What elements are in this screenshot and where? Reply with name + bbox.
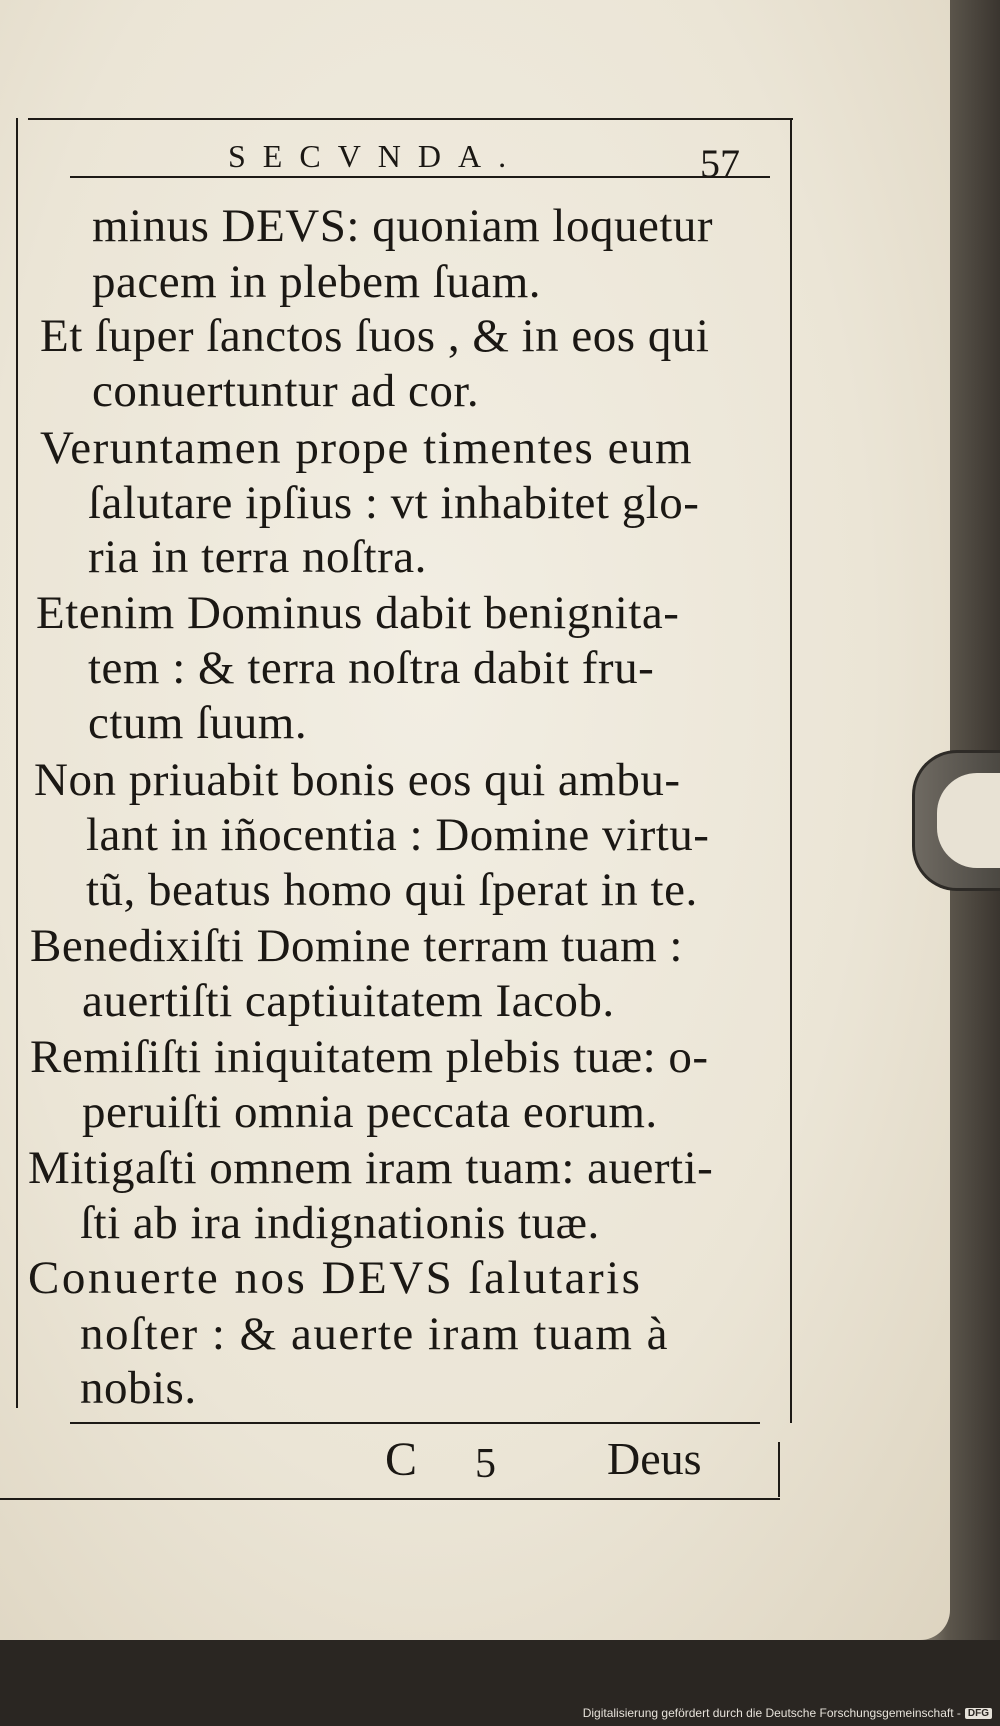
dfg-logo: DFG — [965, 1708, 992, 1719]
credit-text: Digitalisierung gefördert durch die Deutsche Forschungsgemeinschaft - — [582, 1706, 961, 1720]
text-line: Remiſiſti iniquitatem plebis tuæ: o- — [30, 1031, 709, 1083]
text-line: auertiſti captiuitatem Iacob. — [82, 975, 615, 1027]
text-line: ctum ſuum. — [88, 697, 308, 749]
footer-right-tick — [778, 1442, 780, 1497]
signature-mark: C — [385, 1433, 418, 1486]
text-line: tũ, beatus homo qui ſperat in te. — [86, 864, 698, 916]
digitization-credit — [583, 1706, 992, 1720]
text-line: Benedixiſti Domine terram tuam : — [30, 920, 683, 972]
bookmark-inner — [937, 773, 1000, 868]
text-line: Non priuabit bonis eos qui ambu- — [34, 754, 681, 806]
text-line: ſalutare ipſius : vt inhabitet glo- — [88, 477, 700, 529]
header-underline-rule — [70, 176, 770, 178]
text-line: Etenim Dominus dabit benignita- — [36, 587, 680, 639]
bookmark-ribbon — [912, 750, 1000, 891]
frame-left-rule — [16, 118, 18, 1408]
text-line: Veruntamen prope timentes eum — [40, 422, 694, 474]
page-number: 57 — [700, 141, 740, 186]
text-line: noſter : & auerte iram tuam à — [80, 1308, 670, 1360]
footer-bottom-rule — [0, 1498, 780, 1500]
running-header: SECVNDA. — [228, 138, 524, 174]
text-line: nobis. — [80, 1362, 197, 1414]
text-line: conuertuntur ad cor. — [92, 365, 480, 417]
text-line: Conuerte nos DEVS ſalutaris — [28, 1252, 643, 1304]
signature-number: 5 — [475, 1441, 496, 1487]
frame-bottom-rule — [70, 1422, 760, 1424]
frame-right-rule — [790, 118, 792, 1423]
text-line: pacem in plebem ſuam. — [92, 256, 542, 308]
text-line: Et ſuper ſanctos ſuos , & in eos qui — [40, 310, 710, 362]
text-line: lant in iñocentia : Domine virtu- — [86, 809, 710, 861]
text-line: minus DEVS: quoniam loquetur — [92, 200, 714, 252]
text-line: ſti ab ira indignationis tuæ. — [80, 1197, 600, 1249]
text-line: tem : & terra noſtra dabit fru- — [88, 642, 655, 694]
catchword: Deus — [607, 1433, 702, 1484]
text-line: ria in terra noſtra. — [88, 531, 427, 583]
text-line: Mitigaſti omnem iram tuam: auerti- — [28, 1142, 714, 1194]
text-line: peruiſti omnia peccata eorum. — [82, 1086, 658, 1138]
frame-top-rule — [28, 118, 793, 120]
